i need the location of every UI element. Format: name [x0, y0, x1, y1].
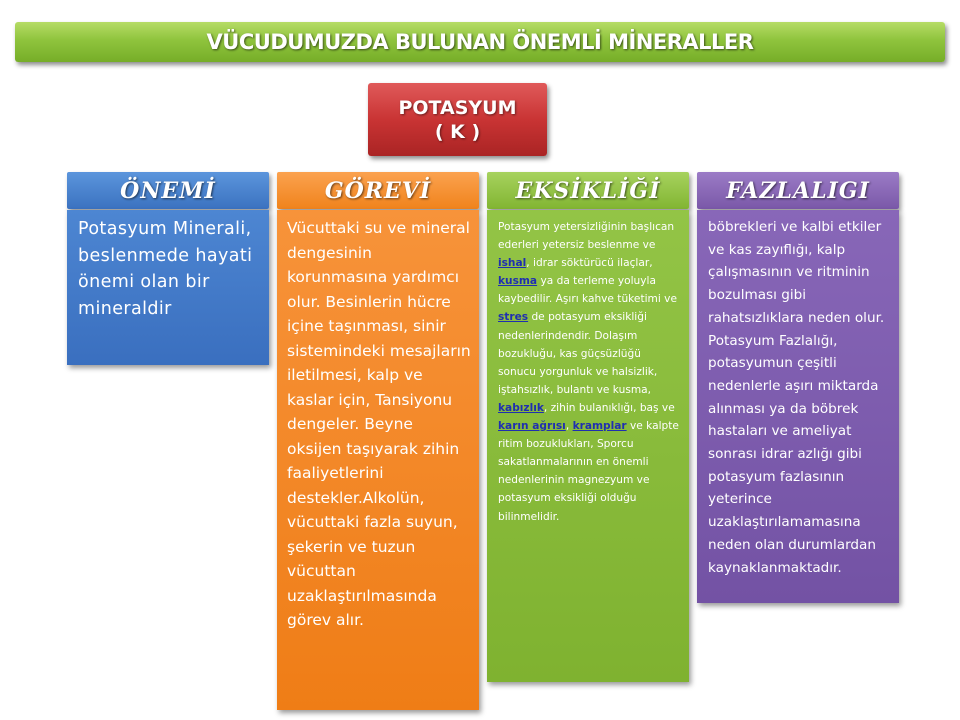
- eksikligi-body: [487, 210, 689, 682]
- fazlaligi-heading: FAZLALIGI: [697, 172, 899, 209]
- fazlaligi-text: böbrekleri ve kalbi etkiler ve kas zayıflığı, kalp çalışmasının ve ritminin bozulması gibi rahatsızlıklara neden olur. Potasyum Fazlalığı, potasyumun çeşitli nedenlerle aşırı miktarda alınması ya da böbrek hastaları ve ameliyat sonrası idrar azlığı gibi potasyum fazlasının yeterince uzaklaştırılamamasına neden olan durumlardan kaynaklanmaktadır.: [708, 219, 885, 576]
- text-segment: ,: [565, 420, 573, 433]
- onemi-heading: ÖNEMİ: [67, 172, 269, 209]
- keyword-link[interactable]: kabızlık: [498, 401, 544, 414]
- eksikligi-text: [498, 218, 681, 526]
- text-segment: de potasyum eksikliği nedenlerindendir. Dolaşım bozukluğu, kas güçsüzlüğü sonucu yorgunluk ve halsizlik, iştahsızlık, bulantı ve kusma,: [498, 311, 658, 396]
- onemi-body: [67, 210, 269, 365]
- gorevi-heading: GÖREVİ: [277, 172, 479, 209]
- eksikligi-heading: EKSİKLİĞİ: [487, 172, 689, 209]
- title-banner: [15, 22, 945, 62]
- keyword-link[interactable]: stres: [498, 311, 529, 324]
- keyword-link[interactable]: kramplar: [572, 420, 627, 433]
- gorevi-text: Vücuttaki su ve mineral dengesinin korunmasına yardımcı olur. Besinlerin hücre içine taşınması, sinir sistemindeki mesajların iletilmesi, kalp ve kaslar için, Tansiyonu dengeler. Beyne oksijen taşıyarak zihin faaliyetlerini destekler.Alkolün, vücuttaki fazla suyun, şekerin ve tuzun vücuttan uzaklaştırılmasında görev alır.: [287, 219, 471, 629]
- text-segment: , zihin bulanıklığı, baş ve: [543, 401, 675, 414]
- text-segment: ya da terleme yoluyla kaybedilir. Aşırı kahve tüketimi ve: [498, 275, 677, 306]
- text-segment: Potasyum yetersizliğinin başlıcan ederleri yetersiz beslenme ve: [498, 221, 675, 252]
- gorevi-body: [277, 210, 479, 710]
- mineral-name: POTASYUM: [398, 96, 517, 119]
- text-segment: ve kalpte ritim bozuklukları, Sporcu sakatlanmalarının en önemli nedenlerinin magnezyum ve potasyum eksikliği olduğu bilinmelidir.: [498, 420, 679, 523]
- text-segment: , idrar söktürücü ilaçlar,: [526, 257, 653, 270]
- keyword-link[interactable]: kusma: [498, 275, 538, 288]
- keyword-link[interactable]: ishal: [498, 257, 527, 270]
- mineral-box: [368, 83, 547, 156]
- mineral-symbol: ( K ): [434, 120, 481, 143]
- keyword-link[interactable]: karın ağrısı: [498, 420, 566, 433]
- page-title: VÜCUDUMUZDA BULUNAN ÖNEMLİ MİNERALLER: [206, 30, 754, 54]
- onemi-text: Potasyum Minerali, beslenmede hayati önemi olan bir mineraldir: [78, 219, 253, 319]
- fazlaligi-body: [697, 210, 899, 603]
